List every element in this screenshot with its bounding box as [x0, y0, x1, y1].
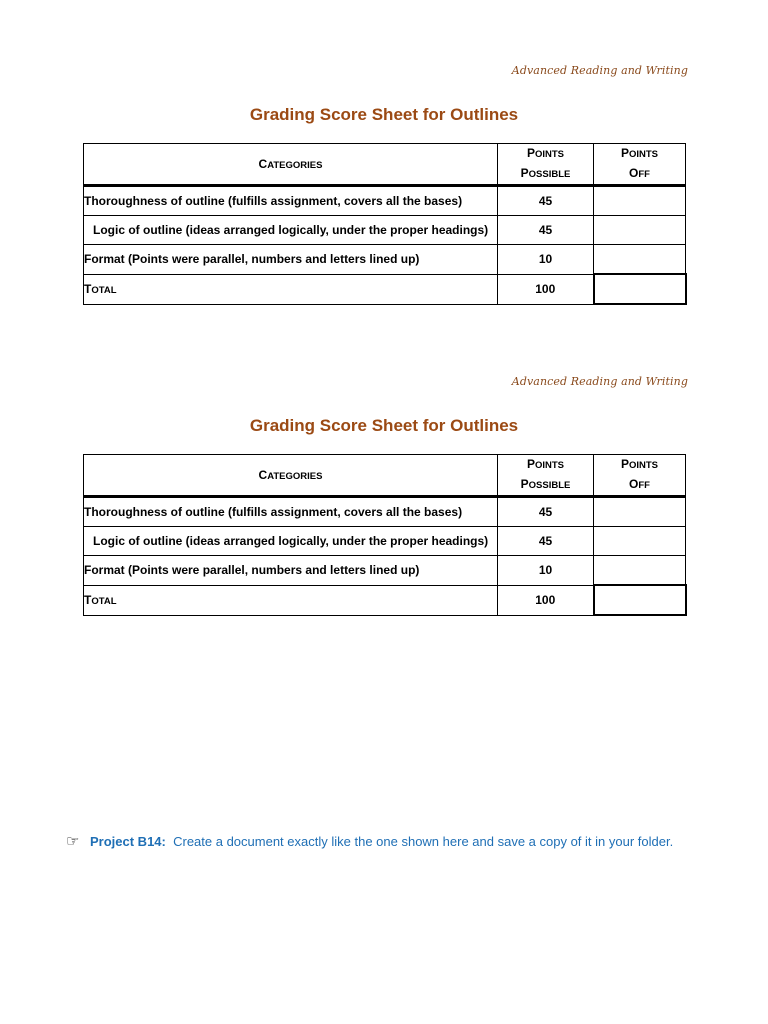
project-instruction	[66, 832, 686, 852]
total-row	[84, 585, 686, 615]
points-off-cell[interactable]	[594, 186, 686, 216]
total-points-off-cell[interactable]	[594, 274, 686, 304]
category-cell: Thoroughness of outline (fulfills assignment, covers all the bases)	[84, 186, 498, 216]
category-cell: Logic of outline (ideas arranged logically, under the proper headings)	[84, 216, 498, 245]
points-possible-header: POINTS POSSIBLE	[498, 455, 594, 497]
points-off-cell[interactable]	[594, 527, 686, 556]
course-header: Advanced Reading and Writing	[511, 375, 688, 388]
table-header-row	[84, 144, 686, 186]
points-possible-cell: 45	[498, 216, 594, 245]
sheet-title: Grading Score Sheet for Outlines	[249, 416, 519, 435]
score-table	[83, 143, 687, 305]
score-table	[83, 454, 687, 616]
category-cell: Format (Points were parallel, numbers and letters lined up)	[84, 556, 498, 586]
table-row	[84, 245, 686, 275]
points-possible-cell: 45	[498, 186, 594, 216]
total-label: TOTAL	[84, 274, 498, 304]
category-cell: Format (Points were parallel, numbers and letters lined up)	[84, 245, 498, 275]
total-label: TOTAL	[84, 585, 498, 615]
points-possible-cell: 10	[498, 245, 594, 275]
table-row	[84, 556, 686, 586]
points-off-cell[interactable]	[594, 497, 686, 527]
points-off-header: POINTS OFF	[594, 455, 686, 497]
table-header-row	[84, 455, 686, 497]
project-text	[90, 832, 686, 852]
points-off-cell[interactable]	[594, 245, 686, 275]
category-cell: Logic of outline (ideas arranged logically, under the proper headings)	[84, 527, 498, 556]
sheet-title: Grading Score Sheet for Outlines	[249, 105, 519, 124]
points-possible-cell: 45	[498, 497, 594, 527]
table-row	[84, 497, 686, 527]
total-points-off-cell[interactable]	[594, 585, 686, 615]
table-row	[84, 216, 686, 245]
pointing-hand-icon: ☞	[66, 833, 80, 850]
total-points: 100	[498, 274, 594, 304]
project-description: Create a document exactly like the one shown here and save a copy of it in your folder.	[173, 834, 674, 849]
table-row	[84, 186, 686, 216]
total-points: 100	[498, 585, 594, 615]
points-off-header: POINTS OFF	[594, 144, 686, 186]
points-off-cell[interactable]	[594, 216, 686, 245]
points-possible-header: POINTS POSSIBLE	[498, 144, 594, 186]
points-possible-cell: 45	[498, 527, 594, 556]
course-header: Advanced Reading and Writing	[511, 64, 688, 77]
categories-header: CATEGORIES	[84, 144, 498, 186]
total-row	[84, 274, 686, 304]
table-row	[84, 527, 686, 556]
categories-header: CATEGORIES	[84, 455, 498, 497]
project-label: Project B14:	[90, 834, 166, 849]
points-possible-cell: 10	[498, 556, 594, 586]
points-off-cell[interactable]	[594, 556, 686, 586]
category-cell: Thoroughness of outline (fulfills assignment, covers all the bases)	[84, 497, 498, 527]
